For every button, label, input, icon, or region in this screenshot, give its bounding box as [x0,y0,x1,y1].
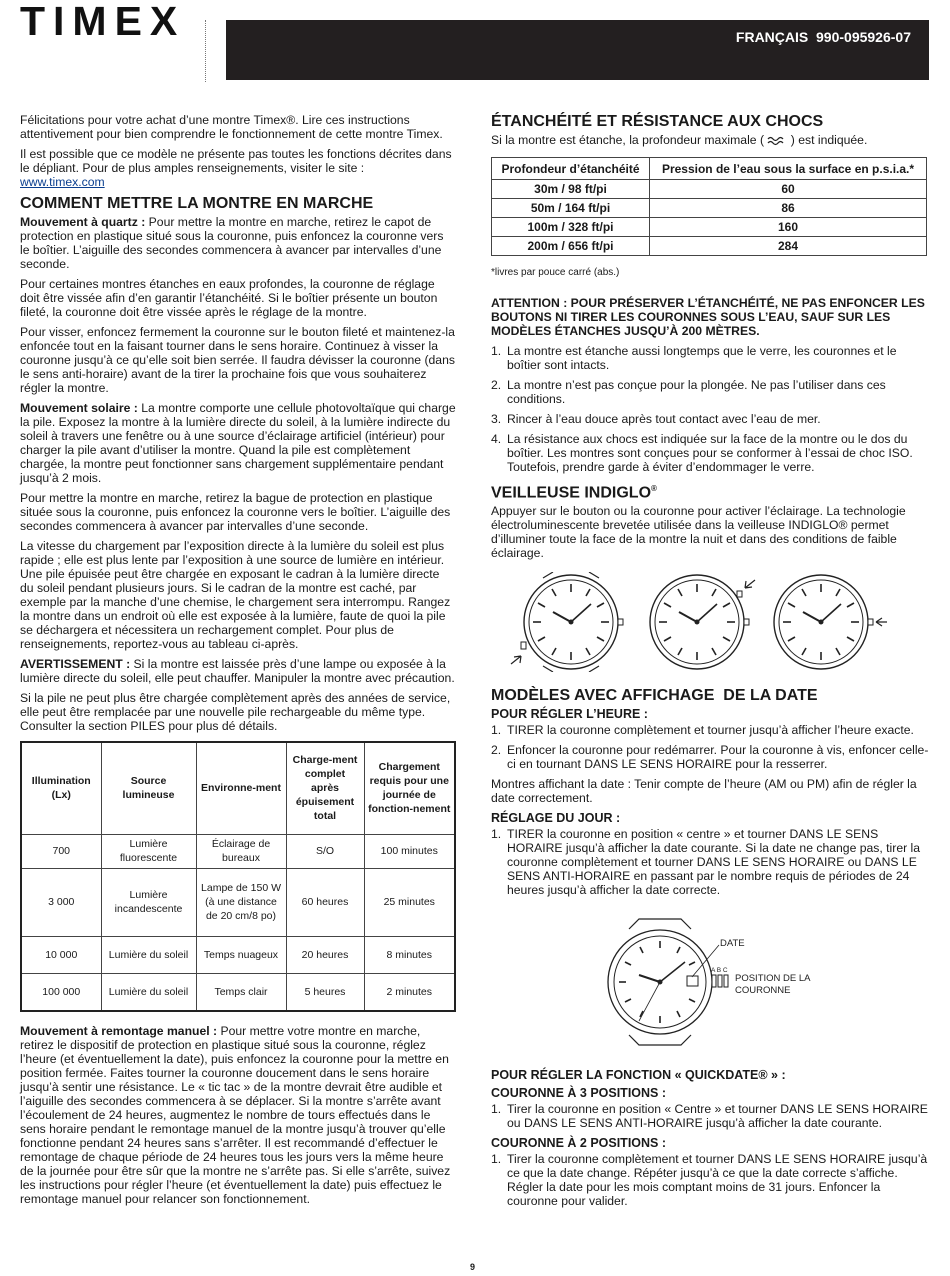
heading-date-models: MODÈLES AVEC AFFICHAGE DE LA DATE [491,687,818,705]
heading-set-time: POUR RÉGLER L’HEURE : [491,707,648,722]
date-label: DATE [720,938,745,950]
solar-paragraph: Mouvement solaire : La montre comporte une cellule photovoltaïque qui charge la pile. Exposez la montre à la lumière directe du soleil, à la lumière indirecte du soleil à travers une fenêtre ou à une source d’éclairage artificiel (intérieur) pour charger la pile avant d’utiliser la montre. Quand la pile est complètement chargée, la montre peut fonctionner sans chargement supplémentaire pendant jusqu’à 2 mois. [20,401,456,485]
three-position-list [491,1102,931,1130]
table-header: Chargement requis pour une journée de fonction-nement [364,742,455,834]
heading-start: COMMENT METTRE LA MONTRE EN MARCHE [20,195,374,212]
table-header: Pression de l’eau sous la surface en p.s.i.a.* [650,158,927,180]
indiglo-paragraph: Appuyer sur le bouton ou la couronne pour activer l’éclairage. La technologie électroluminescente brevetée utilisée dans la veilleuse INDIGLO® permet d’illuminer toute la face de la montre la nuit et dans des conditions de faible éclairage. [491,504,906,561]
timex-logo: TIMEX [20,0,186,44]
timex-link[interactable]: www.timex.com [20,175,105,189]
date-note: Montres affichant la date : Tenir compte de l’heure (AM ou PM) afin de régler la date correctement. [491,777,917,806]
page-number: 9 [470,1262,476,1272]
screw-paragraph: Pour visser, enfoncez fermement la couronne sur le bouton fileté et maintenez-la enfoncée tout en la faisant tourner dans le sens horaire. Continuez à visser la couronne jusqu’à ce qu’elle soit bien serrée. Il faudra dévisser la couronne (dans le sens anti-horaire) avant de la tirer la prochaine fois que vous souhaiterez régler la montre. [20,325,455,395]
indiglo-watches-illustration [509,572,919,672]
time-list [491,723,931,771]
table-row: 30m / 98 ft/pi 60 [492,180,927,199]
list-item: 1. TIRER la couronne complètement et tourner jusqu’à afficher l’heure exacte. [491,723,914,738]
table-header: Source lumineuse [101,742,196,834]
heading-water: ÉTANCHÉITÉ ET RÉSISTANCE AUX CHOCS [491,113,824,130]
crown-position-label-2: COURONNE [735,985,791,997]
heading-2-positions: COURONNE À 2 POSITIONS : [491,1136,667,1151]
list-item: 2. La montre n’est pas conçue pour la plongée. Ne pas l’utiliser dans ces conditions. [491,378,886,406]
heading-set-day: RÉGLAGE DU JOUR : [491,811,621,826]
abc-label: A B C [711,967,728,975]
list-item: 3. Rincer à l’eau douce après tout contact avec l’eau de mer. [491,412,821,426]
list-item: 2. Enfoncer la couronne pour redémarrer. Pour la couronne à vis, enfoncer celle-ci en tournant DANS LE SENS HORAIRE pour la resserrer. [491,743,929,772]
charging-table [20,741,456,1012]
right-column [491,113,931,1214]
header-bar [226,20,929,80]
battery-paragraph: Si la pile ne peut plus être chargée complètement après des années de service, elle peut être remplacée par une nouvelle pile rechargeable du même type. Consulter la section PILES pour plus dé détails. [20,691,451,733]
crown-position-diagram [599,917,839,1047]
list-item: 4. La résistance aux chocs est indiquée sur la face de la montre ou le dos du boîtier. Les montres sont conçues pour se conformer à l’essai de choc ISO. Toutefois, prendre garde à éviter d’endommager le verre. [491,432,913,474]
list-item: 1. La montre est étanche aussi longtemps que le verre, les couronnes et le boîtier sont intacts. [491,344,897,372]
table-header: Charge-ment complet après épuisement total [286,742,364,834]
water-table [491,157,927,256]
table-row: 200m / 656 ft/pi 284 [492,237,927,256]
left-column [20,113,456,1212]
table-row: 3 000 Lumière incandescente Lampe de 150 W (à une distance de 20 cm/8 po) 60 heures 25 minutes [21,868,455,936]
psia-footnote: *livres par pouce carré (abs.) [491,267,620,278]
table-row: 100 000 Lumière du soleil Temps clair 5 heures 2 minutes [21,973,455,1011]
deep-water-paragraph: Pour certaines montres étanches en eaux profondes, la couronne de réglage doit être vissée afin d’en garantir l’étanchéité. Si le boîtier présente un bouton fileté, la couronne doit être vissée après le réglage de la montre. [20,277,438,319]
list-item: 1. Tirer la couronne en position « Centre » et tourner DANS LE SENS HORAIRE ou DANS LE SENS ANTI-HORAIRE jusqu’à afficher la date courante. [491,1102,928,1131]
intro-paragraph-2: Il est possible que ce modèle ne présente pas toutes les fonctions décrites dans le dépliant. Pour de plus amples renseignements, visiter le site : www.timex.com [20,147,452,189]
heading-quickdate: POUR RÉGLER LA FONCTION « QUICKDATE® » : [491,1068,786,1083]
intro-paragraph: Félicitations pour votre achat d’une montre Timex®. Lire ces instructions attentivement pour bien comprendre le fonctionnement de cette montre Timex. [20,113,443,141]
language-code: FRANÇAIS 990-095926-07 [735,29,911,45]
table-row: 10 000 Lumière du soleil Temps nuageux 20 heures 8 minutes [21,936,455,973]
attention-notice: ATTENTION : POUR PRÉSERVER L’ÉTANCHÉITÉ, NE PAS ENFONCER LES BOUTONS NI TIRER LES COURONNES SOUS L’EAU, SAUF SUR LES MODÈLES ÉTANCHES JUSQU’À 200 MÈTRES. [491,296,925,338]
heading-3-positions: COURONNE À 3 POSITIONS : [491,1086,667,1101]
table-row: 100m / 328 ft/pi 160 [492,218,927,237]
header-divider [205,20,206,82]
wave-icon [767,136,787,146]
list-item: 1. Tirer la couronne complètement et tourner DANS LE SENS HORAIRE jusqu’à ce que la date change. Répéter jusqu’à ce que la date correcte s’affiche. Régler la date pour les mois comptant moins de 31 jours. Enfoncer la couronne pour valider. [491,1152,928,1209]
crown-position-label: POSITION DE LA [735,973,811,985]
table-row: 700 Lumière fluorescente Éclairage de bureaux S/O 100 minutes [21,834,455,868]
table-header: Environne-ment [196,742,286,834]
two-position-list [491,1152,931,1208]
table-row: 50m / 164 ft/pi 86 [492,199,927,218]
manual-winding-paragraph: Mouvement à remontage manuel : Pour mettre votre montre en marche, retirez le dispositif de protection en plastique situé sous la couronne, réglez l’heure (et éventuellement la date), puis enfoncez la couronne pour la mettre en position fermée. Faites tourner la couronne doucement dans le sens horaire jusqu’à sentir une résistance. Le « tic tac » de la montre devrait être audible et l’aiguille des secondes commencera à se déplacer. Si la montre s’arrête avant l’écoulement de 24 heures, augmentez le nombre de tours effectués dans le sens horaire pendant le remontage manuel de la montre jusqu’à trouver qu’elle fonctionne pendant 24 heures sans s’arrêter. Il est recommandé d’effectuer le remontage de chaque période de 24 heures tous les jours vers la même heure de la journée pour être sûr que la montre ne s’arrête pas. Si elle s’arrête, suivez les instructions pour régler l’heure (et éventuellement la date) puis effectuez le remontage manuel pour relancer son fonctionnement. [20,1024,451,1206]
warning-paragraph: AVERTISSEMENT : Si la montre est laissée près d’une lampe ou exposée à la lumière directe du soleil, elle peut chauffer. Manipuler la montre avec précaution. [20,657,455,685]
day-list [491,827,931,897]
heading-indiglo: VEILLEUSE INDIGLO® [491,484,657,502]
quartz-paragraph: Mouvement à quartz : Pour mettre la montre en marche, retirez le capot de protection en plastique situé sous la couronne, puis enfoncez la couronne vers le boîtier. L’aiguille des secondes commencera à avancer par intervalles d’une seconde. [20,215,444,271]
charge-speed-paragraph: La vitesse du chargement par l’exposition directe à la lumière du soleil est plus rapide ; elle est plus lente par l’exposition à une source de lumière en intérieur. Une pile épuisée peut être chargée en exposant le cadran à la lumière directe du soleil pendant plusieurs jours. Si le cadran de la montre est caché, par exemple par la manche d’une chemise, le chargement sera interrompu. Rangez la montre dans un endroit où elle est exposée à la lumière, faute de quoi la pile se déchargera et nécessitera un rechargement complet. Pour plus de renseignements, reportez-vous au tableau ci-après. [20,539,451,651]
start-paragraph: Pour mettre la montre en marche, retirez la bague de protection en plastique située sous la couronne, puis enfoncez la couronne vers le boîtier. L’aiguille des secondes commencera à avancer par intervalles d’une seconde. [20,491,451,533]
water-intro: Si la montre est étanche, la profondeur maximale ( ) est indiquée. [491,133,868,147]
table-header: Illumination (Lx) [21,742,101,834]
table-header: Profondeur d’étanchéité [492,158,650,180]
list-item: 1. TIRER la couronne en position « centre » et tourner DANS LE SENS HORAIRE jusqu’à afficher la date courante. Si la date ne change pas, tirer la couronne complètement et tourner DANS LE SENS HORAIRE ou DANS LE SENS ANTI-HORAIRE en passant par le nombre requis de périodes de 24 heures jusqu’à afficher la date correcte. [491,827,921,898]
water-list [491,344,931,474]
